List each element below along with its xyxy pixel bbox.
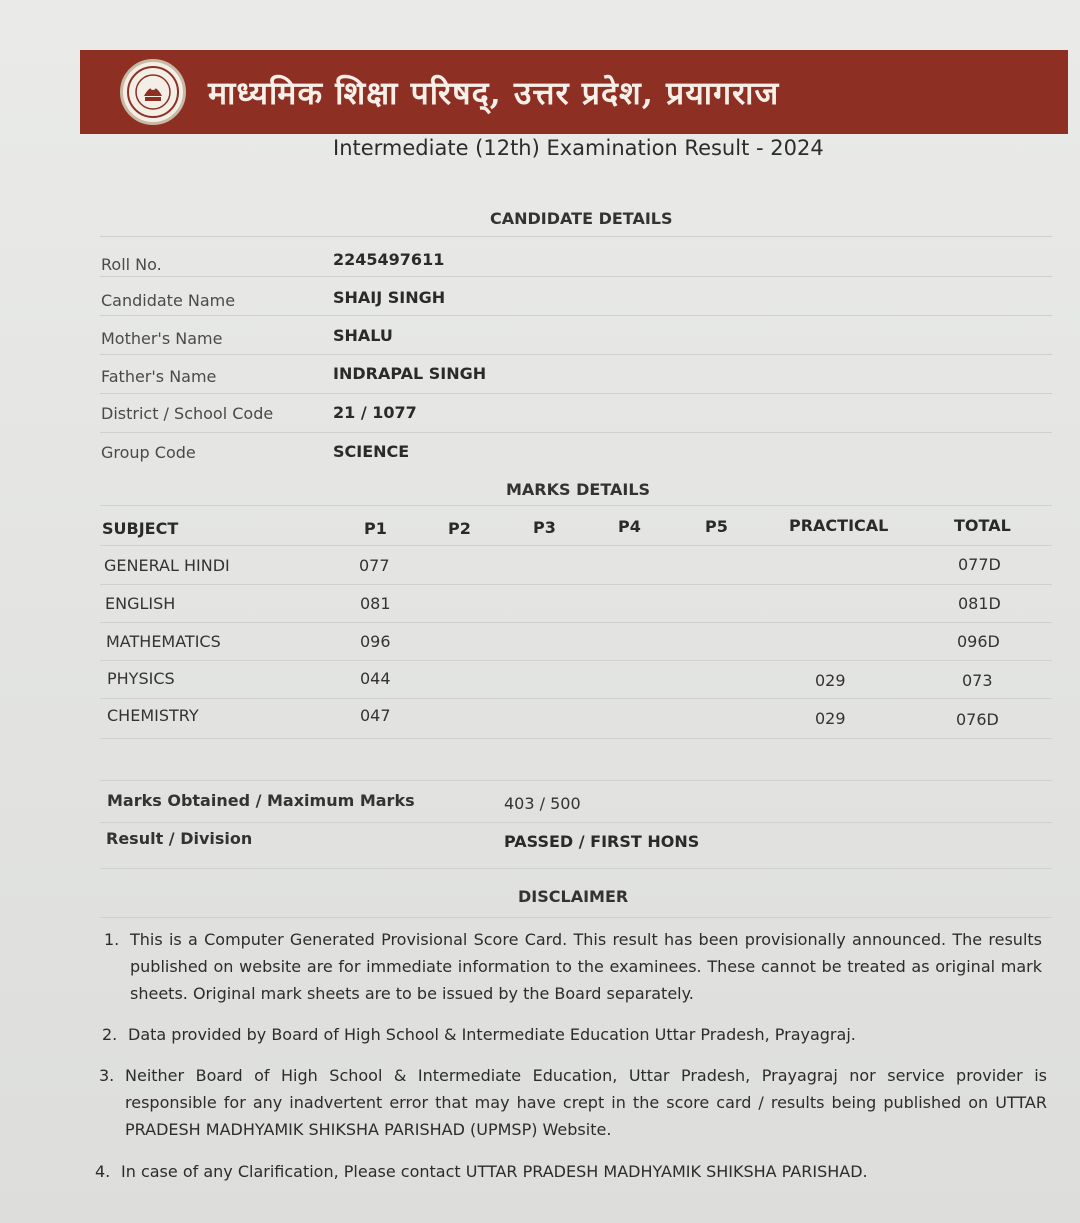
subject-cell: CHEMISTRY bbox=[107, 706, 199, 725]
roll-label: Roll No. bbox=[101, 255, 162, 274]
disclaimer-heading: DISCLAIMER bbox=[518, 887, 629, 906]
subject-cell: GENERAL HINDI bbox=[104, 556, 230, 575]
divider bbox=[100, 660, 1052, 661]
disclaimer-item-2 bbox=[102, 1021, 1047, 1048]
disclaimer-item-number: 4. bbox=[95, 1162, 111, 1181]
divider bbox=[100, 584, 1052, 585]
disclaimer-item-text: In case of any Clarification, Please contact UTTAR PRADESH MADHYAMIK SHIKSHA PARISHAD. bbox=[121, 1162, 868, 1181]
disclaimer-item-1 bbox=[104, 926, 1042, 1007]
roll-value: 2245497611 bbox=[333, 250, 445, 269]
father-name-value: INDRAPAL SINGH bbox=[333, 364, 487, 383]
total-cell: 073 bbox=[962, 671, 993, 690]
subject-cell: ENGLISH bbox=[105, 594, 176, 613]
divider bbox=[100, 315, 1052, 316]
divider bbox=[100, 622, 1052, 623]
candidate-details-heading: CANDIDATE DETAILS bbox=[490, 209, 673, 228]
divider bbox=[100, 738, 1052, 739]
divider bbox=[100, 276, 1052, 277]
divider bbox=[100, 545, 1052, 546]
col-p3: P3 bbox=[533, 518, 556, 537]
disclaimer-item-number: 2. bbox=[102, 1025, 118, 1044]
candidate-name-value: SHAIJ SINGH bbox=[333, 288, 446, 307]
disclaimer-item-text: This is a Computer Generated Provisional Score Card. This result has been provisionally announced. The results published on website are for immediate information to the examinees. These cannot be treated as original mark sheets. Original mark sheets are to be issued by the Board separately. bbox=[130, 930, 1042, 1003]
divider bbox=[100, 505, 1052, 506]
subject-cell: MATHEMATICS bbox=[106, 632, 221, 651]
group-code-label: Group Code bbox=[101, 443, 196, 462]
col-p1: P1 bbox=[364, 519, 387, 538]
marks-obtained-value: 403 / 500 bbox=[504, 794, 581, 813]
group-code-value: SCIENCE bbox=[333, 442, 410, 461]
divider bbox=[100, 354, 1052, 355]
total-cell: 077D bbox=[958, 555, 1001, 574]
col-p4: P4 bbox=[618, 517, 641, 536]
disclaimer-item-4 bbox=[95, 1158, 1040, 1185]
col-subject: SUBJECT bbox=[102, 519, 179, 538]
divider bbox=[100, 822, 1052, 823]
col-p5: P5 bbox=[705, 517, 728, 536]
father-name-label: Father's Name bbox=[101, 367, 217, 386]
upmsp-seal-icon bbox=[120, 59, 186, 125]
exam-title: Intermediate (12th) Examination Result - 2024 bbox=[333, 136, 824, 160]
col-practical: PRACTICAL bbox=[789, 516, 889, 535]
col-total: TOTAL bbox=[954, 516, 1011, 535]
col-p2: P2 bbox=[448, 519, 471, 538]
p1-cell: 077 bbox=[359, 556, 390, 575]
divider bbox=[100, 698, 1052, 699]
practical-cell: 029 bbox=[815, 671, 846, 690]
practical-cell: 029 bbox=[815, 709, 846, 728]
p1-cell: 096 bbox=[360, 632, 391, 651]
divider bbox=[100, 432, 1052, 433]
disclaimer-item-number: 1. bbox=[104, 930, 120, 949]
candidate-name-label: Candidate Name bbox=[101, 291, 236, 310]
subject-cell: PHYSICS bbox=[107, 669, 175, 688]
disclaimer-item-text: Neither Board of High School & Intermediate Education, Uttar Pradesh, Prayagraj nor service provider is responsible for any inadvertent error that may have crept in the score card / results being published on UTTAR PRADESH MADHYAMIK SHIKSHA PARISHAD (UPMSP) Website. bbox=[125, 1066, 1047, 1139]
mother-name-label: Mother's Name bbox=[101, 329, 223, 348]
result-division-label: Result / Division bbox=[106, 829, 253, 848]
divider bbox=[100, 393, 1052, 394]
divider bbox=[100, 868, 1052, 869]
mother-name-value: SHALU bbox=[333, 326, 393, 345]
p1-cell: 044 bbox=[360, 669, 391, 688]
divider bbox=[100, 917, 1052, 918]
district-school-code-label: District / School Code bbox=[101, 404, 274, 423]
disclaimer-item-text: Data provided by Board of High School & Intermediate Education Uttar Pradesh, Prayagraj. bbox=[128, 1025, 856, 1044]
divider bbox=[100, 780, 1052, 781]
district-school-code-value: 21 / 1077 bbox=[333, 403, 417, 422]
p1-cell: 081 bbox=[360, 594, 391, 613]
disclaimer-item-number: 3. bbox=[99, 1066, 115, 1085]
disclaimer-item-3 bbox=[99, 1062, 1047, 1143]
divider bbox=[100, 236, 1052, 237]
total-cell: 096D bbox=[957, 632, 1000, 651]
total-cell: 076D bbox=[956, 710, 999, 729]
result-division-value: PASSED / FIRST HONS bbox=[504, 832, 700, 851]
header-band bbox=[80, 50, 1068, 134]
marks-details-heading: MARKS DETAILS bbox=[506, 480, 651, 499]
board-name: माध्यमिक शिक्षा परिषद्, उत्तर प्रदेश, प्रयागराज bbox=[208, 73, 780, 112]
marks-obtained-label: Marks Obtained / Maximum Marks bbox=[107, 791, 415, 810]
total-cell: 081D bbox=[958, 594, 1001, 613]
p1-cell: 047 bbox=[360, 706, 391, 725]
